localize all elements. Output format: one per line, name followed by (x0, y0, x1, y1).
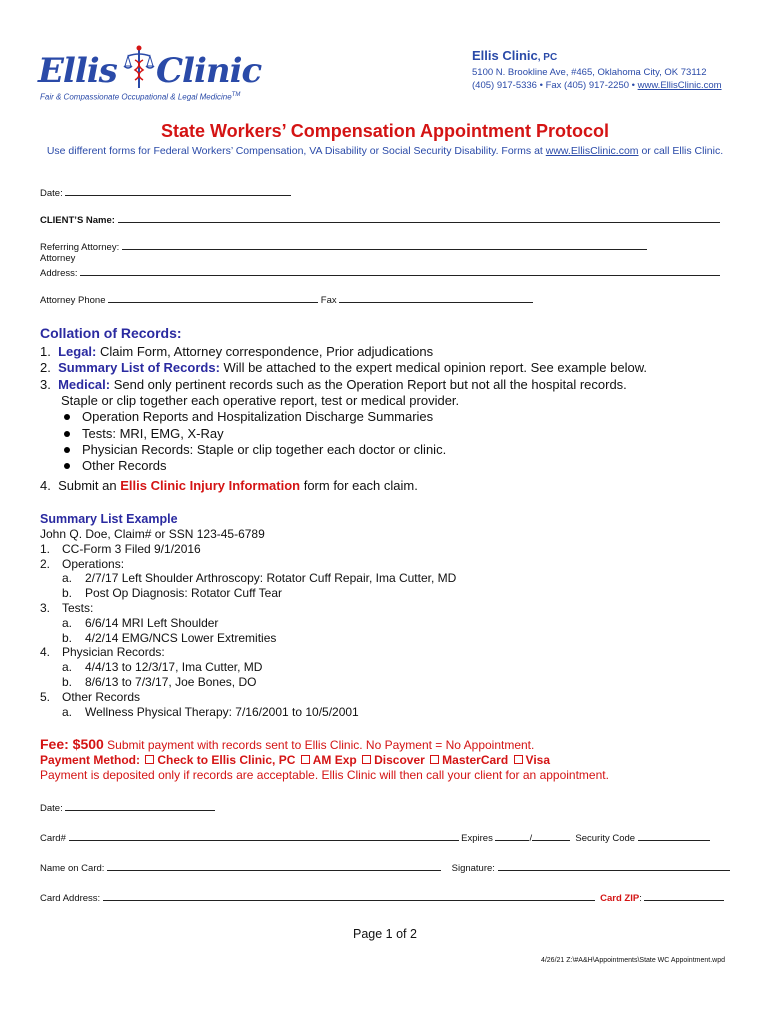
date-input[interactable] (65, 186, 291, 196)
attorney-address-input[interactable] (80, 266, 720, 276)
expires-label: Expires (461, 833, 493, 844)
attorney-fax-label: Fax (320, 295, 337, 306)
summary-line (40, 571, 456, 586)
summary-line (40, 660, 262, 675)
checkbox-discover[interactable] (362, 755, 371, 764)
summary-line-number: a. (62, 660, 73, 675)
file-path-stamp: 4/26/21 Z:\#A&H\Appointments\State WC Appointment.wpd (540, 957, 725, 964)
summary-line (40, 542, 201, 557)
logo-word-ellis: Ellis (38, 51, 117, 91)
summary-line-text: 2/7/17 Left Shoulder Arthroscopy: Rotator Cuff Repair, Ima Cutter, MD (85, 571, 457, 586)
summary-line-text: Wellness Physical Therapy: 7/16/2001 to 10/5/2001 (85, 704, 359, 719)
summary-line-text: CC-Form 3 Filed 9/1/2016 (62, 541, 201, 556)
expires-year-input[interactable] (532, 831, 570, 841)
summary-line-number: 4. (40, 645, 51, 660)
clinic-contact (472, 48, 722, 91)
collation-item-legal: 1. Legal: Claim Form, Attorney correspondence, Prior adjudications (40, 344, 434, 359)
summary-line-number: a. (62, 571, 73, 586)
summary-line-number: a. (62, 704, 73, 719)
card-zip-input[interactable] (644, 891, 724, 901)
collation-item-medical-cont: Staple or clip together each operative report, test or medical provider. (61, 393, 460, 408)
collation-item-medical: 3. Medical: Send only pertinent records such as the Operation Report but not all the hospital records. (40, 377, 627, 392)
summary-line (40, 631, 276, 646)
clinic-name: Ellis Clinic, PC (472, 48, 558, 63)
attorney-address-field (40, 266, 720, 279)
bullet-item: Tests: MRI, EMG, X-Ray (64, 426, 224, 442)
bullet-icon (64, 431, 70, 437)
summary-line-text: 4/4/13 to 12/3/17, Ima Cutter, MD (85, 660, 263, 675)
card-address-row: Card Address: Card ZIP: (40, 891, 724, 904)
signature-label: Signature: (451, 863, 495, 874)
collation-heading: Collation of Records: (40, 325, 182, 341)
clinic-website-link[interactable]: www.EllisClinic.com (637, 80, 722, 91)
summary-heading: Summary List Example (40, 512, 178, 526)
attorney-phone-label: Attorney Phone (40, 295, 106, 306)
payment-date-input[interactable] (65, 801, 215, 811)
attorney-address-label: Address: (40, 268, 78, 279)
date-label: Date: (40, 188, 63, 199)
summary-line (40, 557, 124, 572)
summary-line (40, 690, 140, 705)
bullet-item: Other Records (64, 458, 167, 474)
deposit-note: Payment is deposited only if records are acceptable. Ellis Clinic will then call your client for an appointment. (40, 768, 609, 782)
bullet-item: Physician Records: Staple or clip together each doctor or clinic. (64, 442, 446, 458)
name-on-card-input[interactable] (107, 861, 441, 871)
bullet-icon (64, 463, 70, 469)
date-field (40, 186, 291, 199)
security-code-input[interactable] (638, 831, 710, 841)
clinic-address: 5100 N. Brookline Ave, #465, Oklahoma City, OK 73112 (472, 67, 707, 78)
referring-attorney-input[interactable] (122, 240, 647, 250)
client-name-label: CLIENT’S Name: (40, 215, 115, 226)
collation-item-injury-form: 4. Submit an Ellis Clinic Injury Information form for each claim. (40, 478, 418, 493)
caduceus-scales-icon (122, 44, 156, 90)
referring-attorney-field (40, 240, 647, 253)
card-number-row: Card# Expires / Security Code (40, 831, 710, 844)
summary-line (40, 616, 218, 631)
summary-line-text: Post Op Diagnosis: Rotator Cuff Tear (85, 586, 282, 601)
signature-input[interactable] (498, 861, 730, 871)
summary-line-text: 6/6/14 MRI Left Shoulder (85, 615, 219, 630)
card-number-label: Card# (40, 833, 66, 844)
summary-line-number: 2. (40, 556, 51, 571)
fee-instruction: Submit payment with records sent to Ellis Clinic. No Payment = No Appointment. (103, 738, 535, 752)
logo-word-clinic: Clinic (156, 51, 262, 91)
security-code-label: Security Code (575, 833, 636, 844)
fee-line (40, 736, 534, 754)
summary-line (40, 586, 282, 601)
attorney-fax-input[interactable] (339, 293, 533, 303)
summary-line (40, 601, 93, 616)
attorney-address-label-1: Attorney (40, 253, 76, 264)
client-name-field (40, 213, 720, 226)
summary-line-number: 5. (40, 689, 51, 704)
summary-line (40, 527, 265, 542)
bullet-icon (64, 447, 70, 453)
summary-line-number: b. (62, 586, 73, 601)
summary-line-number: a. (62, 615, 73, 630)
summary-line (40, 705, 359, 720)
summary-line-number: 1. (40, 541, 51, 556)
page-number: Page 1 of 2 (353, 927, 417, 941)
payment-date-label: Date: (40, 803, 63, 814)
bullet-item: Operation Reports and Hospitalization Discharge Summaries (64, 409, 433, 425)
clinic-phone-fax: (405) 917-5336 • Fax (405) 917-2250 • www.EllisClinic.com (472, 80, 722, 91)
summary-line-text: Other Records (62, 689, 141, 704)
client-name-input[interactable] (118, 213, 720, 223)
injury-info-form-name: Ellis Clinic Injury Information (120, 478, 301, 493)
summary-line-text: 4/2/14 EMG/NCS Lower Extremities (85, 630, 277, 645)
checkbox-check[interactable] (145, 755, 154, 764)
subtitle-website-link[interactable]: www.EllisClinic.com (545, 145, 639, 157)
summary-line-text: Tests: (62, 601, 94, 615)
clinic-logo (38, 44, 262, 104)
card-zip-label: Card ZIP (600, 893, 640, 904)
card-address-input[interactable] (103, 891, 595, 901)
bullet-icon (64, 414, 70, 420)
page-title: State Workers’ Compensation Appointment Protocol (160, 121, 610, 141)
expires-month-input[interactable] (495, 831, 529, 841)
payment-methods: Payment Method: Check to Ellis Clinic, PC AM Exp Discover MasterCard Visa (40, 753, 550, 767)
payment-date-field (40, 801, 215, 814)
name-on-card-label: Name on Card: (40, 863, 105, 874)
card-number-input[interactable] (69, 831, 459, 841)
checkbox-mastercard[interactable] (430, 755, 439, 764)
fee-amount: Fee: $500 (40, 736, 104, 752)
summary-line (40, 645, 165, 660)
name-signature-row (40, 861, 730, 874)
summary-line-number: 3. (40, 601, 51, 615)
attorney-phone-input[interactable] (108, 293, 318, 303)
collation-item-summary: 2. Summary List of Records: Will be attached to the expert medical opinion report. See example below. (40, 360, 647, 375)
logo-tagline: Fair & Compassionate Occupational & Legal Medicine™ (40, 92, 241, 102)
summary-line-text: John Q. Doe, Claim# or SSN 123-45-6789 (40, 527, 265, 541)
attorney-phone-fax-field (40, 293, 533, 306)
checkbox-visa[interactable] (514, 755, 523, 764)
checkbox-amex[interactable] (301, 755, 310, 764)
summary-line-text: Physician Records: (62, 645, 165, 660)
summary-line (40, 675, 256, 690)
page-subtitle: Use different forms for Federal Workers’ Compensation, VA Disability or Social Security Disability. Forms at www.EllisClinic.com or call Ellis Clinic. (46, 145, 724, 157)
summary-line-number: b. (62, 630, 73, 645)
summary-line-text: 8/6/13 to 7/3/17, Joe Bones, DO (85, 675, 257, 689)
referring-attorney-label: Referring Attorney: (40, 242, 120, 253)
summary-line-number: b. (62, 675, 73, 689)
card-address-label: Card Address: (40, 893, 101, 904)
summary-line-text: Operations: (62, 556, 125, 571)
